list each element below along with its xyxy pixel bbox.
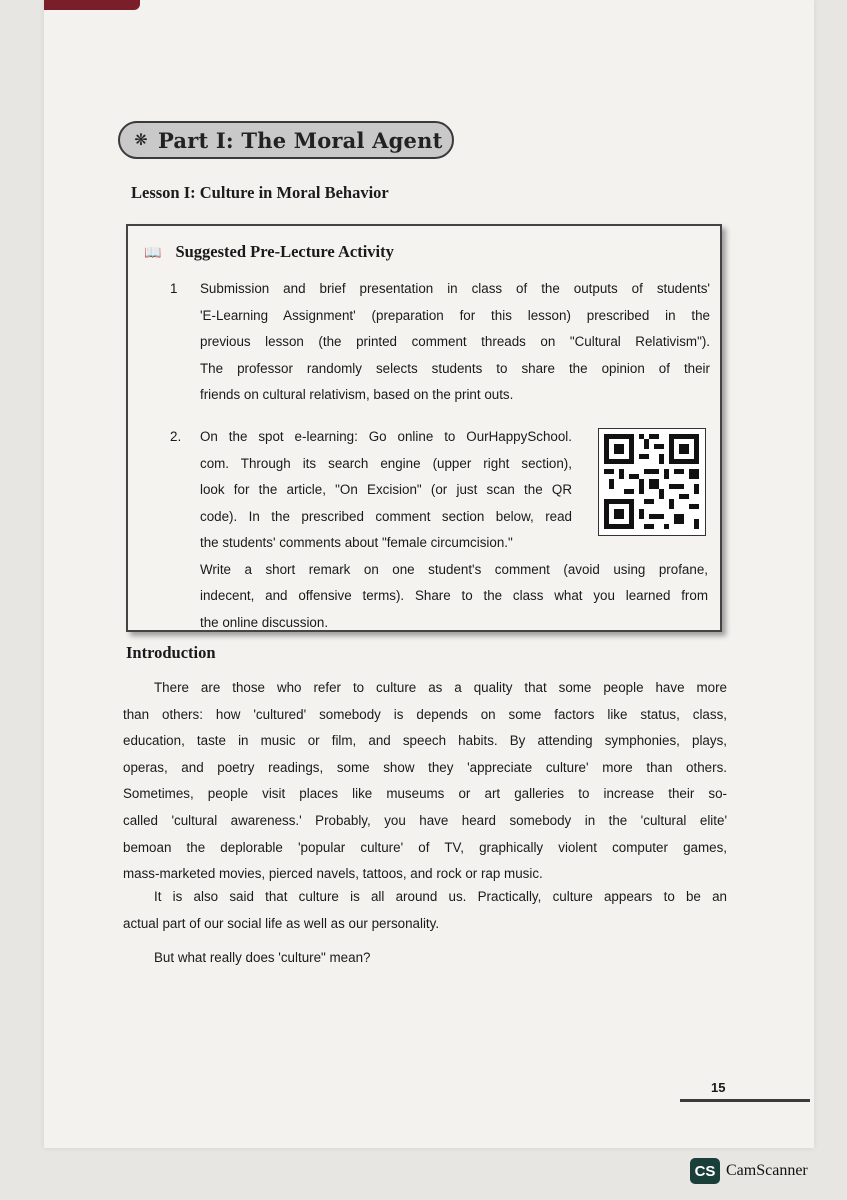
page-number-rule xyxy=(680,1099,810,1102)
pre-lecture-activity-box xyxy=(126,224,722,632)
introduction-heading: Introduction xyxy=(126,643,216,662)
item-line: code). In the prescribed comment section below, read xyxy=(200,508,572,524)
book-icon: 📖 xyxy=(144,243,162,260)
paragraph-line: It is also said that culture is all around us. Practically, culture appears to be an xyxy=(154,889,727,904)
paragraph-line: education, taste in music or film, and speech habits. By attending symphonies, plays, xyxy=(123,733,727,749)
paragraph-line: mass-marketed movies, pierced navels, tattoos, and rock or rap music. xyxy=(123,866,543,882)
item-line: previous lesson (the printed comment threads on "Cultural Relativism"). xyxy=(200,334,710,349)
item-line: the online discussion. xyxy=(200,614,329,630)
paragraph-line: bemoan the deplorable 'popular culture' of TV, graphically violent computer games, xyxy=(123,839,727,855)
item-line: indecent, and offensive terms). Share to the class what you learned from xyxy=(200,588,708,603)
item-line: the students' comments about "female circumcision." xyxy=(200,535,513,550)
paragraph-line: actual part of our social life as well as our personality. xyxy=(123,915,440,931)
lotus-icon: ❋ xyxy=(134,132,148,149)
intro-paragraph-2 xyxy=(123,884,727,937)
activity-heading xyxy=(144,242,394,262)
paragraph-line: than others: how 'cultured' somebody is depends on some factors like status, class, xyxy=(123,706,727,722)
intro-paragraph-3 xyxy=(154,945,758,972)
camscanner-watermark xyxy=(690,1158,808,1184)
qr-code-icon[interactable] xyxy=(598,428,706,536)
item-line: The professor randomly selects students to share the opinion of their xyxy=(200,360,710,376)
part-title: Part I: The Moral Agent xyxy=(158,127,443,153)
item-line: Write a short remark on one student's comment (avoid using profane, xyxy=(200,561,708,577)
paragraph-line: But what really does 'culture" mean? xyxy=(154,950,371,965)
item-number: 2. xyxy=(170,429,182,444)
item-line: 'E-Learning Assignment' (preparation for this lesson) prescribed in the xyxy=(200,307,710,323)
item-line: On the spot e-learning: Go online to OurHappySchool. xyxy=(200,429,572,444)
camscanner-logo-icon: CS xyxy=(690,1158,720,1184)
item-line: friends on cultural relativism, based on the print outs. xyxy=(200,387,514,402)
paragraph-line: Sometimes, people visit places like museums or art galleries to increase their so- xyxy=(123,786,727,802)
activity-heading-label: Suggested Pre-Lecture Activity xyxy=(175,242,394,261)
paragraph-line: There are those who refer to culture as a quality that some people have more xyxy=(154,680,727,695)
item-line: Submission and brief presentation in class of the outputs of students' xyxy=(200,281,710,296)
paragraph-line: called 'cultural awareness.' Probably, you have heard somebody in the 'cultural elite' xyxy=(123,812,727,828)
item-number: 1 xyxy=(170,281,178,296)
lesson-title: Lesson I: Culture in Moral Behavior xyxy=(131,183,389,202)
top-color-tab xyxy=(44,0,140,10)
camscanner-brand: CamScanner xyxy=(726,1162,808,1179)
paragraph-line: operas, and poetry readings, some show they 'appreciate culture' more than others. xyxy=(123,759,727,775)
page-number: 15 xyxy=(711,1080,726,1095)
item-line: look for the article, "On Excision" (or just scan the QR xyxy=(200,482,572,497)
item-line: com. Through its search engine (upper right section), xyxy=(200,455,572,471)
intro-paragraph-1 xyxy=(123,675,727,888)
part-banner xyxy=(118,121,454,159)
